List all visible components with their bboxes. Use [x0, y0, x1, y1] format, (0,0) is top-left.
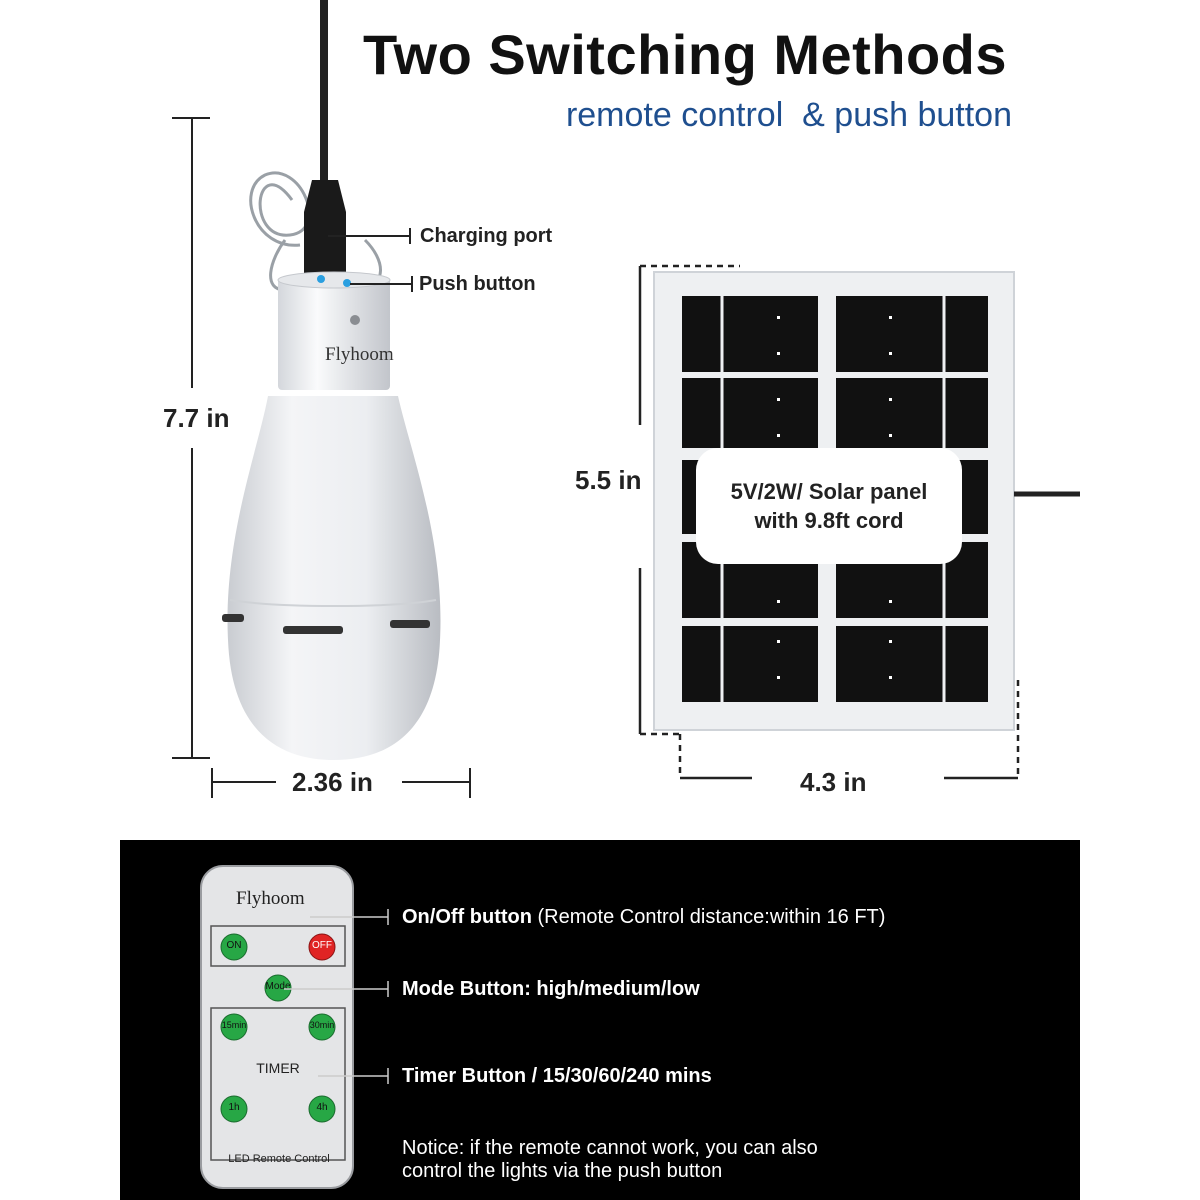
timer-description: Timer Button / 15/30/60/240 mins [402, 1065, 712, 1087]
remote-15min-button[interactable]: 15min [221, 1020, 247, 1030]
notice-line-2: control the lights via the push button [402, 1160, 723, 1182]
panel-height-label: 5.5 in [575, 465, 642, 495]
onoff-description-detail: (Remote Control distance:within 16 FT) [531, 906, 886, 928]
remote-4h-button[interactable]: 4h [316, 1102, 328, 1113]
panel-width-label: 4.3 in [800, 767, 867, 797]
bulb-height-label: 7.7 in [163, 403, 230, 433]
page-subtitle: remote control & push button [565, 96, 1012, 134]
remote-footer-label: LED Remote Control [228, 1153, 330, 1165]
remote-brand-logo: Flyhoom [236, 888, 305, 909]
solar-panel-spec-line1: 5V/2W/ Solar panel [730, 479, 928, 504]
remote-mode-button[interactable]: Mode [265, 981, 291, 992]
charging-port-label: Charging port [420, 225, 553, 247]
mode-description: Mode Button: high/medium/low [402, 978, 700, 1000]
onoff-description-title: On/Off button [402, 906, 532, 928]
remote-1h-button[interactable]: 1h [228, 1102, 240, 1113]
onoff-description [402, 906, 885, 929]
bulb-width-label: 2.36 in [292, 767, 373, 797]
remote-off-button[interactable]: OFF [312, 940, 332, 951]
remote-timer-label: TIMER [256, 1060, 300, 1076]
bulb-illustration [0, 0, 600, 820]
bulb-brand-logo: Flyhoom [325, 344, 394, 365]
remote-on-button[interactable]: ON [226, 940, 242, 951]
solar-panel-spec-badge [696, 448, 962, 564]
notice-text [402, 1137, 818, 1183]
page-title: Two Switching Methods [362, 23, 1008, 86]
solar-panel-spec-line2: with 9.8ft cord [754, 508, 904, 533]
notice-line-1: Notice: if the remote cannot work, you can also [402, 1137, 818, 1159]
remote-30min-button[interactable]: 30min [309, 1020, 335, 1030]
remote-callout-lines [270, 900, 400, 1090]
push-button-label: Push button [419, 273, 536, 295]
